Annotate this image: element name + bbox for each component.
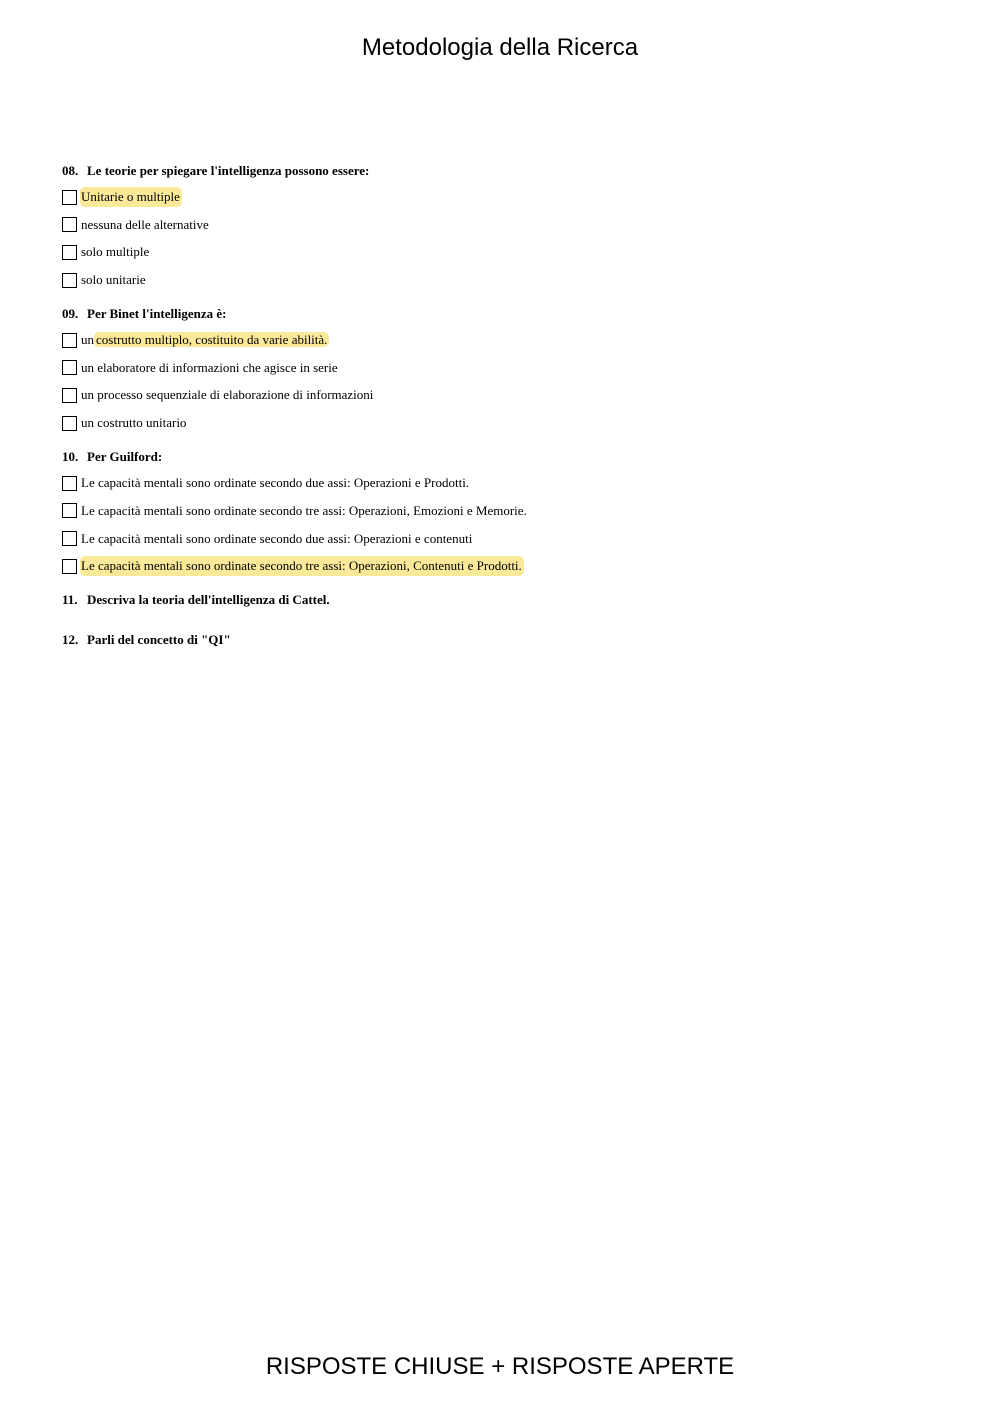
answer-checkbox[interactable]	[62, 360, 77, 375]
question-08	[62, 161, 942, 290]
answer-text: Le capacità mentali sono ordinate secondo due assi: Operazioni e contenuti	[81, 530, 473, 546]
question-09	[62, 304, 942, 433]
answer-option[interactable]	[62, 501, 942, 521]
answer-text	[80, 330, 331, 350]
question-number: 08.	[62, 163, 79, 178]
answer-option[interactable]	[62, 242, 942, 262]
question-text: Parli del concetto di "QI"	[87, 632, 231, 648]
answer-text: un elaboratore di informazioni che agisce in serie	[81, 359, 338, 375]
question-number: 12.	[62, 632, 79, 648]
answer-checkbox[interactable]	[62, 245, 77, 260]
question-number: 11.	[62, 592, 78, 608]
answer-option[interactable]	[62, 529, 942, 549]
answer-option[interactable]	[62, 358, 942, 378]
answer-option[interactable]	[62, 473, 942, 493]
answer-checkbox[interactable]	[62, 559, 77, 574]
question-text: Per Binet l'intelligenza è:	[87, 306, 227, 322]
question-heading	[62, 161, 942, 181]
question-heading	[62, 447, 942, 467]
answer-checkbox[interactable]	[62, 531, 77, 546]
answer-option[interactable]	[62, 413, 942, 433]
answer-text: un costrutto unitario	[81, 415, 187, 431]
answer-text: solo unitarie	[81, 272, 146, 288]
answer-option[interactable]	[62, 187, 942, 207]
answer-option[interactable]	[62, 330, 942, 350]
question-11	[62, 590, 942, 610]
answer-text: Le capacità mentali sono ordinate secondo due assi: Operazioni e Prodotti.	[81, 475, 470, 491]
answer-checkbox[interactable]	[62, 416, 77, 431]
answer-checkbox[interactable]	[62, 476, 77, 491]
answer-checkbox[interactable]	[62, 217, 77, 232]
answer-text-highlighted: costrutto multiplo, costituito da varie abilità.	[96, 332, 328, 348]
question-text: Per Guilford:	[87, 449, 163, 465]
page-title: Metodologia della Ricerca	[361, 34, 639, 61]
answer-option[interactable]	[62, 215, 942, 235]
page-footer: RISPOSTE CHIUSE + RISPOSTE APERTE	[265, 1353, 735, 1380]
answer-checkbox[interactable]	[62, 388, 77, 403]
answer-checkbox[interactable]	[62, 333, 77, 348]
answer-text: nessuna delle alternative	[81, 216, 209, 232]
question-number: 09.	[62, 306, 79, 322]
answer-text: solo multiple	[81, 244, 150, 260]
answer-text: Le capacità mentali sono ordinate secondo tre assi: Operazioni, Emozioni e Memorie.	[81, 502, 527, 518]
answer-text-highlighted: Le capacità mentali sono ordinate secondo tre assi: Operazioni, Contenuti e Prodotti.	[80, 556, 524, 576]
question-list	[62, 161, 942, 670]
answer-option[interactable]	[62, 385, 942, 405]
answer-text-highlighted: Unitarie o multiple	[80, 187, 182, 207]
answer-option[interactable]	[62, 270, 942, 290]
question-text: Le teorie per spiegare l'intelligenza possono essere:	[87, 163, 370, 178]
question-text: Descriva la teoria dell'intelligenza di Cattel.	[87, 592, 330, 608]
answer-checkbox[interactable]	[62, 190, 77, 205]
answer-prefix: un	[81, 332, 94, 348]
question-number: 10.	[62, 449, 79, 465]
answer-option[interactable]	[62, 556, 942, 576]
answer-text: un processo sequenziale di elaborazione di informazioni	[81, 387, 374, 403]
answer-checkbox[interactable]	[62, 273, 77, 288]
answer-checkbox[interactable]	[62, 503, 77, 518]
question-heading	[62, 630, 942, 650]
question-heading	[62, 304, 942, 324]
question-10	[62, 447, 942, 576]
question-12	[62, 630, 942, 650]
question-heading	[62, 590, 942, 610]
